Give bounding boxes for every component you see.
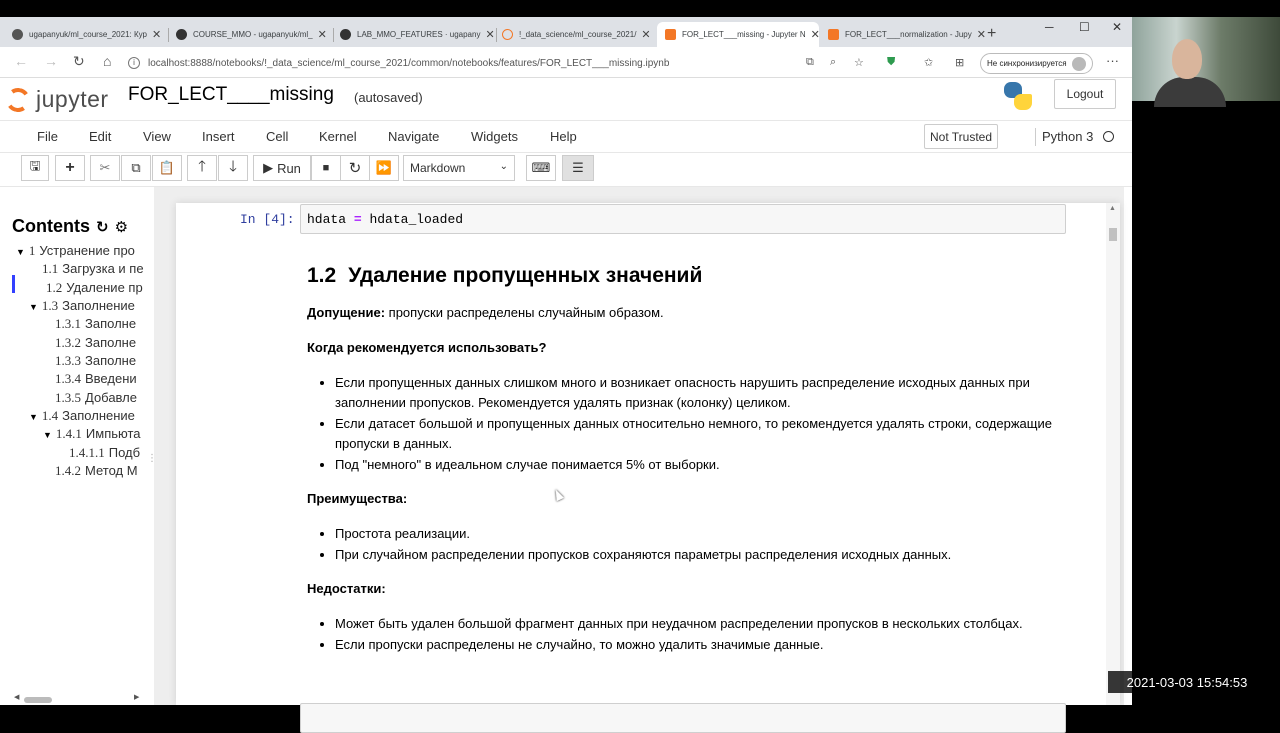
home-icon[interactable]: ⌂ xyxy=(103,53,112,69)
jupyter-logo-text: jupyter xyxy=(36,86,109,112)
menu-file[interactable]: File xyxy=(37,129,58,144)
cons-list xyxy=(335,614,1067,655)
move-up-button[interactable] xyxy=(187,155,217,181)
chevron-down-icon: ⌄ xyxy=(499,161,508,172)
forward-icon[interactable]: → xyxy=(44,53,58,69)
triangle-down-icon[interactable]: ▼ xyxy=(16,247,25,257)
copy-button[interactable] xyxy=(121,155,151,181)
notebook-toolbar xyxy=(0,153,1132,187)
address-bar xyxy=(0,47,1132,78)
menu-cell[interactable]: Cell xyxy=(266,129,289,144)
section-heading: 1.2 Удаление пропущенных значений xyxy=(307,264,703,287)
menu-insert[interactable]: Insert xyxy=(202,129,235,144)
toc-list xyxy=(0,243,144,533)
close-tab-icon[interactable]: ✕ xyxy=(976,29,986,41)
restart-button[interactable] xyxy=(340,155,370,181)
divider xyxy=(1035,128,1036,146)
list-item: • Простота реализации. xyxy=(335,524,1067,544)
open-in-app-icon[interactable]: ⧉ xyxy=(806,56,814,68)
refresh-icon[interactable]: ↻ xyxy=(96,218,109,236)
webcam-overlay xyxy=(1132,17,1280,101)
list-item: • При случайном распределении пропусков сохраняются параметры распределения исходных данных. xyxy=(335,545,1067,565)
pros-heading: Преимущества: xyxy=(307,491,408,506)
favorites-bar-icon[interactable]: ✩ xyxy=(924,57,934,69)
cut-button[interactable] xyxy=(90,155,120,181)
scroll-left-icon[interactable]: ◀ xyxy=(14,694,20,701)
toc-item[interactable]: 1.3.4 Введени xyxy=(55,371,137,386)
close-tab-icon[interactable]: ✕ xyxy=(485,29,495,41)
list-item: • Если пропуски распределены не случайно, то можно удалить значимые данные. xyxy=(335,635,1067,655)
triangle-down-icon[interactable]: ▼ xyxy=(43,430,52,440)
scroll-up-icon[interactable]: ▲ xyxy=(1109,205,1116,212)
toc-current-marker xyxy=(12,275,15,293)
toc-item[interactable]: ▼ 1.4.1 Импьюта xyxy=(43,426,141,441)
kernel-name: Python 3 xyxy=(1042,129,1094,144)
github-icon xyxy=(12,29,23,40)
tab-strip xyxy=(0,17,1132,47)
list-item: • Если пропущенных данных слишком много и возникает опасность нарушить распределение исходных данных при заполнении пропусков. Рекомендуется удалять признак (колонку) целиком. xyxy=(335,373,1067,413)
github-icon xyxy=(176,29,187,40)
fast-forward-icon: ⏩ xyxy=(375,160,393,175)
list-item: • Если датасет большой и пропущенных данных относительно немного, то рекомендуется удалять строки, содержащие пропуски в данных. xyxy=(335,414,1067,454)
notebook-vertical-scrollbar[interactable] xyxy=(1106,203,1120,705)
close-tab-icon[interactable]: ✕ xyxy=(151,29,162,41)
avatar xyxy=(1072,57,1086,71)
github-icon xyxy=(340,29,351,40)
toc-item[interactable]: 1.4.2 Метод М xyxy=(55,463,138,478)
list-icon: ☰ xyxy=(572,160,584,175)
minimize-icon[interactable]: ─ xyxy=(1045,20,1054,34)
browser-tab[interactable] xyxy=(168,22,332,47)
save-icon: 🖫 xyxy=(29,158,41,173)
cell-type-value: Markdown xyxy=(410,161,466,175)
menu-edit[interactable]: Edit xyxy=(89,129,112,144)
toc-item[interactable]: ▼ 1 Устранение про xyxy=(16,243,135,258)
url-text: localhost:8888/notebooks/!_data_science/ml_course_2021/common/notebooks/features/FOR_LECT___missing.ipynb xyxy=(148,57,670,69)
keyboard-icon: ⌨ xyxy=(531,160,551,175)
shield-icon[interactable]: ⛊ xyxy=(887,56,896,68)
toc-header xyxy=(12,216,128,237)
python-logo-icon xyxy=(1004,82,1032,110)
resize-grip-icon[interactable]: ⋮ xyxy=(147,453,157,464)
command-palette-button[interactable] xyxy=(526,155,556,181)
notebook-title[interactable]: FOR_LECT____missing xyxy=(128,84,334,105)
when-list xyxy=(335,373,1067,475)
plus-icon: + xyxy=(65,159,75,176)
browser-tab[interactable] xyxy=(4,22,166,47)
site-info-icon[interactable]: i xyxy=(128,57,140,69)
reload-icon[interactable]: ↻ xyxy=(73,53,85,69)
autosave-status: (autosaved) xyxy=(354,90,423,105)
zoom-icon[interactable]: ⌕ xyxy=(830,56,837,68)
scrollbar-thumb[interactable] xyxy=(24,697,52,703)
url-field[interactable] xyxy=(128,51,973,75)
profile-sync-button[interactable] xyxy=(980,53,1093,74)
gear-icon[interactable]: ⚙ xyxy=(114,218,129,236)
move-down-button[interactable] xyxy=(218,155,248,181)
scissors-icon: ✂ xyxy=(99,160,111,175)
pros-list xyxy=(335,524,1067,565)
list-item: • Под "немного" в идеальном случае понимается 5% от выборки. xyxy=(335,455,1067,475)
jupyter-logo[interactable] xyxy=(6,86,109,113)
arrow-down-icon: 🡓 xyxy=(229,157,237,175)
code-cell-input[interactable]: hdata = hdata_loaded xyxy=(300,204,1066,234)
menu-view[interactable]: View xyxy=(143,129,171,144)
run-label: Run xyxy=(277,160,301,176)
toc-item[interactable]: 1.3.2 Заполне xyxy=(55,335,137,350)
next-code-cell[interactable] xyxy=(300,703,1066,733)
menu-help[interactable]: Help xyxy=(550,129,577,144)
browser-tab-active[interactable] xyxy=(657,22,819,47)
favorite-icon[interactable]: ☆ xyxy=(854,57,864,69)
loading-icon xyxy=(502,29,513,40)
interrupt-button[interactable] xyxy=(311,155,341,181)
insert-cell-button[interactable] xyxy=(55,155,85,181)
when-heading: Когда рекомендуется использовать? xyxy=(307,340,547,355)
triangle-down-icon[interactable]: ▼ xyxy=(29,302,38,312)
logout-button[interactable]: Logout xyxy=(1054,79,1116,109)
browser-tab[interactable] xyxy=(494,22,656,47)
tab-title: FOR_LECT___normalization - Jupy xyxy=(845,30,972,39)
toc-item-current[interactable]: 1.2 Удаление пр xyxy=(46,280,143,295)
menu-kernel[interactable]: Kernel xyxy=(319,129,357,144)
kernel-idle-icon xyxy=(1103,131,1114,142)
menu-widgets[interactable]: Widgets xyxy=(471,129,518,144)
toc-title: Contents xyxy=(12,216,90,236)
toc-item[interactable]: 1.4.1.1 Подб xyxy=(69,445,141,460)
jupyter-logo-icon xyxy=(4,86,32,114)
more-icon[interactable]: ··· xyxy=(1106,53,1119,68)
cell-type-select[interactable] xyxy=(403,155,515,181)
scrollbar-thumb[interactable] xyxy=(1109,228,1117,241)
tab-title: COURSE_MMO - ugapanyuk/ml_ xyxy=(193,30,313,39)
toc-sidebar xyxy=(0,203,157,705)
toc-toggle-button[interactable] xyxy=(562,155,594,181)
menubar xyxy=(0,120,1132,153)
tab-title: ugapanyuk/ml_course_2021: Кур xyxy=(29,30,147,39)
tab-title: LAB_MMO_FEATURES · ugapany xyxy=(357,30,481,39)
paste-button[interactable] xyxy=(152,155,182,181)
video-timestamp: 2021-03-03 15:54:53 xyxy=(1108,671,1266,693)
close-tab-icon[interactable]: ✕ xyxy=(641,29,651,41)
toc-item[interactable]: 1.3.5 Добавле xyxy=(55,390,137,405)
triangle-down-icon[interactable]: ▼ xyxy=(29,412,38,422)
arrow-up-icon: 🡑 xyxy=(198,157,206,175)
paste-icon: 📋 xyxy=(158,160,176,175)
close-tab-icon[interactable]: ✕ xyxy=(317,29,327,41)
cons-heading: Недостатки: xyxy=(307,581,386,596)
assumption-paragraph: Допущение: пропуски распределены случайным образом. xyxy=(307,305,664,320)
scroll-right-icon[interactable]: ▶ xyxy=(134,694,140,701)
close-window-icon[interactable]: ✕ xyxy=(1112,20,1123,34)
toc-item[interactable]: ▼ 1.4 Заполнение xyxy=(29,408,135,423)
run-button[interactable] xyxy=(253,155,311,181)
stop-icon: ■ xyxy=(322,162,330,174)
new-tab-icon[interactable]: + xyxy=(987,25,997,42)
jupyter-header xyxy=(0,78,1132,120)
tab-title: !_data_science/ml_course_2021/ xyxy=(519,30,637,39)
collections-icon[interactable]: ⊞ xyxy=(955,57,965,69)
browser-tab[interactable] xyxy=(820,22,986,47)
tab-title: FOR_LECT___missing - Jupyter N xyxy=(682,30,806,39)
input-prompt: In [4]: xyxy=(240,212,295,227)
copy-icon: ⧉ xyxy=(131,160,141,175)
list-item: • Может быть удален большой фрагмент данных при неудачном распределении пропусков в нескольких столбцах. xyxy=(335,614,1067,634)
restart-run-all-button[interactable] xyxy=(369,155,399,181)
jupyter-favicon-icon xyxy=(665,29,676,40)
toc-item[interactable]: 1.1 Загрузка и пе xyxy=(42,261,144,276)
toc-item[interactable]: 1.3.1 Заполне xyxy=(55,316,137,331)
trust-status-button[interactable]: Not Trusted xyxy=(924,124,998,149)
play-icon: ▶ xyxy=(263,160,274,175)
toc-item[interactable]: 1.3.3 Заполне xyxy=(55,353,137,368)
toc-item[interactable]: ▼ 1.3 Заполнение xyxy=(29,298,135,313)
save-button[interactable] xyxy=(21,155,49,181)
markdown-cell[interactable] xyxy=(307,263,1067,669)
toc-horizontal-scrollbar[interactable] xyxy=(14,695,140,705)
browser-tab[interactable] xyxy=(332,22,496,47)
notebook-container xyxy=(176,203,1120,705)
maximize-icon[interactable]: ☐ xyxy=(1079,20,1090,34)
close-tab-icon[interactable]: ✕ xyxy=(810,29,820,41)
restart-icon: ↻ xyxy=(348,160,362,177)
jupyter-favicon-icon xyxy=(828,29,839,40)
browser-window xyxy=(0,17,1132,705)
sync-status: Не синхронизируется xyxy=(987,59,1067,68)
back-icon[interactable]: ← xyxy=(14,53,28,69)
menu-navigate[interactable]: Navigate xyxy=(388,129,440,144)
